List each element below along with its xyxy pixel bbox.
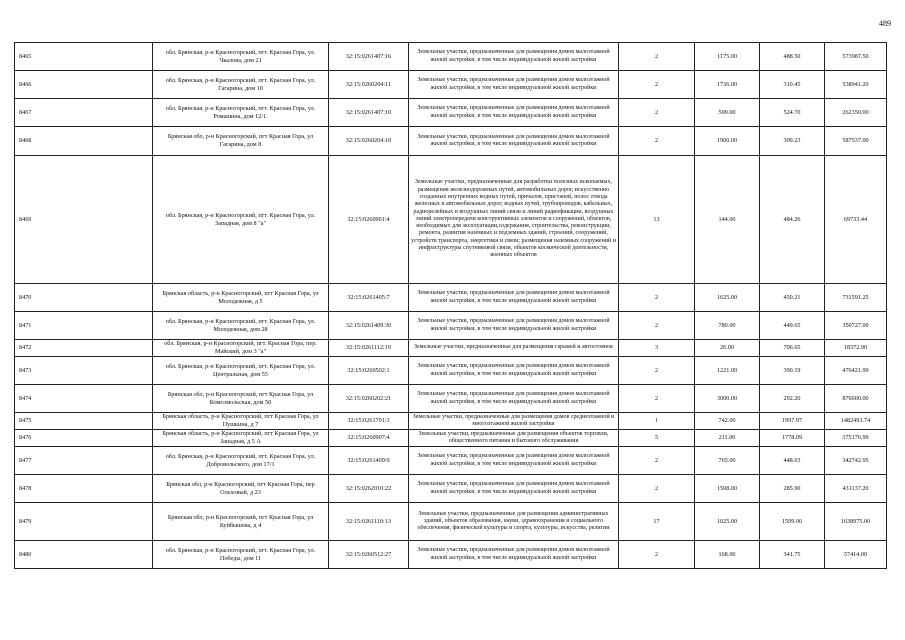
area-cell: 3000.00	[695, 385, 760, 413]
specific-value-cell: 310.45	[760, 71, 825, 99]
permitted-use-cell: Земельные участки, предназначенные для размещения домов малоэтажной жилой застройки, в том числе индивидуальной жилой застройки	[409, 447, 619, 475]
table-row	[15, 43, 887, 71]
area-cell: 1175.00	[695, 43, 760, 71]
permitted-use-cell: Земельные участки, предназначенные для размещения домов малоэтажной жилой застройки, в том числе индивидуальной жилой застройки	[409, 99, 619, 127]
group-cell: 2	[619, 284, 695, 312]
table-row	[15, 312, 887, 340]
cadastral-number-cell: 32:15:0261409:9	[329, 447, 409, 475]
permitted-use-cell: Земельные участки, предназначенные для размещения домов малоэтажной жилой застройки, в том числе индивидуальной жилой застройки	[409, 312, 619, 340]
row-number-cell: 8479	[15, 503, 153, 541]
row-number-cell: 8477	[15, 447, 153, 475]
cadastral-value-cell: 350727.00	[825, 312, 887, 340]
permitted-use-cell: Земельные участки, предназначенные для размещения домов малоэтажной жилой застройки, в том числе индивидуальной жилой застройки	[409, 357, 619, 385]
row-number-cell: 8478	[15, 475, 153, 503]
cadastral-value-cell: 375176.99	[825, 430, 887, 447]
address-cell: Брянская обл, р-н Красногорский, пгт Красная Гора, ул Куйбышева, д 4	[153, 503, 329, 541]
area-cell: 168.00	[695, 541, 760, 569]
row-number-cell: 8472	[15, 340, 153, 357]
area-cell: 1025.00	[695, 503, 760, 541]
address-cell: обл. Брянская, р-н Красногорский, пгт. Красная Гора, ул. Гагарина, дом 10	[153, 71, 329, 99]
permitted-use-cell: Земельные участки, предназначенные для размещения домов малоэтажной жилой застройки, в том числе индивидуальной жилой застройки	[409, 385, 619, 413]
cadastral-value-cell: 876600.00	[825, 385, 887, 413]
specific-value-cell: 524.70	[760, 99, 825, 127]
table-body	[15, 43, 887, 569]
row-number-cell: 8475	[15, 413, 153, 430]
group-cell: 3	[619, 340, 695, 357]
address-cell: обл. Брянская, р-н Красногорский, пгт. Красная Гора, ул. Добровольского, дом 17/1	[153, 447, 329, 475]
specific-value-cell: 341.75	[760, 541, 825, 569]
permitted-use-cell: Земельные участки, предназначенные для размещения домов малоэтажной жилой застройки, в том числе индивидуальной жилой застройки	[409, 284, 619, 312]
cadastral-value-cell: 57414.00	[825, 541, 887, 569]
cadastral-number-cell: 32:15:0261112:19	[329, 340, 409, 357]
cadastral-value-cell: 1482493.74	[825, 413, 887, 430]
specific-value-cell: 448.03	[760, 447, 825, 475]
group-cell: 2	[619, 71, 695, 99]
cadastral-value-cell: 18372.90	[825, 340, 887, 357]
table-row	[15, 503, 887, 541]
cadastral-value-cell: 69733.44	[825, 156, 887, 284]
address-cell: обл. Брянская, р-н Красногорский, пгт. Красная Гора, ул. Западная, дом 8 "а"	[153, 156, 329, 284]
table-row	[15, 99, 887, 127]
group-cell: 17	[619, 503, 695, 541]
area-cell: 1221.00	[695, 357, 760, 385]
group-cell: 5	[619, 430, 695, 447]
cadastral-number-cell: 32:15:0260512:27	[329, 541, 409, 569]
page-number: 489	[879, 19, 891, 28]
table-row	[15, 475, 887, 503]
cadastral-value-cell: 342742.95	[825, 447, 887, 475]
specific-value-cell: 450.21	[760, 284, 825, 312]
group-cell: 2	[619, 475, 695, 503]
address-cell: Брянская обл, р-н Красногорский, пгт Красная Гора, ул Гагарина, дом 8	[153, 127, 329, 156]
address-cell: обл. Брянская, р-н Красногорский, пгт. Красная Гора, ул. Чкалова, дом 21	[153, 43, 329, 71]
row-number-cell: 8470	[15, 284, 153, 312]
area-cell: 1900.00	[695, 127, 760, 156]
permitted-use-cell: Земельные участки, предназначенные для размещения домов малоэтажной жилой застройки, в том числе индивидуальной жилой застройки	[409, 71, 619, 99]
permitted-use-cell: Земельные участки, предназначенные для размещения домов среднеэтажной и многоэтажной жилой застройки	[409, 413, 619, 430]
row-number-cell: 8469	[15, 156, 153, 284]
address-cell: обл. Брянская, р-н Красногорский, пгт. Красная Гора, ул. Ромашина, дом 12/1.	[153, 99, 329, 127]
table-row	[15, 447, 887, 475]
table-row	[15, 385, 887, 413]
group-cell: 2	[619, 357, 695, 385]
address-cell: Брянская область, р-н Красногорский, пгт Красная Гора, ул Молодежная, д 5	[153, 284, 329, 312]
specific-value-cell: 449.65	[760, 312, 825, 340]
permitted-use-cell: Земельные участки, предназначенные для размещения административных зданий, объектов образования, науки, здравоохранения и социального обеспечения, физической культуры и спорта, культуры, искусства, религии	[409, 503, 619, 541]
address-cell: Брянская область, р-н Красногорский, пгт Красная Гора, ул Пушкина, д 7	[153, 413, 329, 430]
area-cell: 211.00	[695, 430, 760, 447]
cadastral-value-cell: 1638975.00	[825, 503, 887, 541]
specific-value-cell: 1599.00	[760, 503, 825, 541]
cadastral-number-cell: 32:15:0260204:11	[329, 71, 409, 99]
area-cell: 26.00	[695, 340, 760, 357]
specific-value-cell: 390.19	[760, 357, 825, 385]
table-row	[15, 340, 887, 357]
area-cell: 765.00	[695, 447, 760, 475]
cadastral-value-cell: 573987.50	[825, 43, 887, 71]
cadastral-number-cell: 32:15:0262010:22	[329, 475, 409, 503]
specific-value-cell: 484.26	[760, 156, 825, 284]
permitted-use-cell: Земельные участки, предназначенные для размещения домов малоэтажной жилой застройки, в том числе индивидуальной жилой застройки	[409, 541, 619, 569]
cadastral-number-cell: 32:15:0261701:3	[329, 413, 409, 430]
address-cell: обл. Брянская, р-н Красногорский, пгт. Красная Гора, ул. Центральная, дом 55	[153, 357, 329, 385]
permitted-use-cell: Земельные участки, предназначенные для размещения домов малоэтажной жилой застройки, в том числе индивидуальной жилой застройки	[409, 43, 619, 71]
address-cell: Брянская обл, р-н Красногорский, пгт Красная Гора, ул Комсомольская, дом 50	[153, 385, 329, 413]
row-number-cell: 8471	[15, 312, 153, 340]
permitted-use-cell: Земельные участки, предназначенные для разработки полезных ископаемых, размещения железнодорожных путей, автомобильных дорог, искусственно созданных внутренних водных путей, причалов, пристаней, полос отвода железных и автомобильных дорог, водных путей, трубопроводов, кабельных, радиорелейных и воздушных линий связи и линий радиофикации, воздушных линий электропередачи конструктивных элементов и сооружений, объектов, необходимых для эксплуатации,содержания, строительства, реконструкции, ремонта, развития наземных и подземных зданий, строений, сооружений, устройств транспорта, энергетики и связи; размещения наземных сооружений и инфраструктуры спутниковой связи, объектов космической деятельности, военных объектов	[409, 156, 619, 284]
table-row	[15, 357, 887, 385]
table-row	[15, 284, 887, 312]
specific-value-cell: 292.20	[760, 385, 825, 413]
table-row	[15, 541, 887, 569]
area-cell: 780.00	[695, 312, 760, 340]
address-cell: обл. Брянская, р-н Красногорский, пгт. Красная Гора, ул. Молодежная, дом 28	[153, 312, 329, 340]
row-number-cell: 8466	[15, 71, 153, 99]
cadastral-value-cell: 731591.25	[825, 284, 887, 312]
area-cell: 1736.00	[695, 71, 760, 99]
specific-value-cell: 309.23	[760, 127, 825, 156]
cadastral-number-cell: 32:15:0261409:30	[329, 312, 409, 340]
cadastral-number-cell: 32:15:0260901:4	[329, 156, 409, 284]
group-cell: 2	[619, 99, 695, 127]
cadastral-number-cell: 32:15:0261407:16	[329, 43, 409, 71]
cadastral-number-cell: 32:15:0261405:7	[329, 284, 409, 312]
row-number-cell: 8467	[15, 99, 153, 127]
cadastral-value-cell: 476421.99	[825, 357, 887, 385]
area-cell: 500.00	[695, 99, 760, 127]
group-cell: 2	[619, 312, 695, 340]
area-cell: 144.00	[695, 156, 760, 284]
address-cell: обл. Брянская, р-н Красногорский, пгт. Красная Гора, ул. Победы, дом 11	[153, 541, 329, 569]
specific-value-cell: 1778.09	[760, 430, 825, 447]
group-cell: 1	[619, 413, 695, 430]
table-row	[15, 156, 887, 284]
address-cell: Брянская обл, р-н Красногорский, пгт Красная Гора, пер Ольховый, д 23	[153, 475, 329, 503]
row-number-cell: 8480	[15, 541, 153, 569]
specific-value-cell: 1997.97	[760, 413, 825, 430]
specific-value-cell: 488.50	[760, 43, 825, 71]
row-number-cell: 8468	[15, 127, 153, 156]
row-number-cell: 8473	[15, 357, 153, 385]
permitted-use-cell: Земельные участки, предназначенные для размещения гаражей и автостоянок	[409, 340, 619, 357]
cadastral-value-table	[14, 42, 887, 569]
area-cell: 1508.00	[695, 475, 760, 503]
area-cell: 1625.00	[695, 284, 760, 312]
group-cell: 2	[619, 385, 695, 413]
address-cell: Брянская область, р-н Красногорский, пгт Красная Гора, ул Западная, д 5 А	[153, 430, 329, 447]
permitted-use-cell: Земельные участки, предназначенные для размещения объектов торговли, общественного питания и бытового обслуживания	[409, 430, 619, 447]
cadastral-value-cell: 587537.00	[825, 127, 887, 156]
specific-value-cell: 285.90	[760, 475, 825, 503]
table-row	[15, 430, 887, 447]
group-cell: 2	[619, 541, 695, 569]
cadastral-value-cell: 538941.20	[825, 71, 887, 99]
cadastral-number-cell: 32:15:0261407:10	[329, 99, 409, 127]
cadastral-value-cell: 431137.20	[825, 475, 887, 503]
area-cell: 742.00	[695, 413, 760, 430]
table-row	[15, 127, 887, 156]
group-cell: 2	[619, 127, 695, 156]
cadastral-number-cell: 32:15:0260204:10	[329, 127, 409, 156]
cadastral-number-cell: 32:15:0260907:4	[329, 430, 409, 447]
specific-value-cell: 706.65	[760, 340, 825, 357]
row-number-cell: 8474	[15, 385, 153, 413]
cadastral-number-cell: 32:15:0260502:1	[329, 357, 409, 385]
permitted-use-cell: Земельные участки, предназначенные для размещения домов малоэтажной жилой застройки, в том числе индивидуальной жилой застройки	[409, 127, 619, 156]
group-cell: 2	[619, 447, 695, 475]
cadastral-number-cell: 32:15:0261110:13	[329, 503, 409, 541]
group-cell: 13	[619, 156, 695, 284]
cadastral-value-cell: 262350.00	[825, 99, 887, 127]
address-cell: обл. Брянская, р-н Красногорский, пгт. Красная Гора, пер. Майский, дом 3 "а"	[153, 340, 329, 357]
table-row	[15, 413, 887, 430]
row-number-cell: 8476	[15, 430, 153, 447]
permitted-use-cell: Земельные участки, предназначенные для размещения домов малоэтажной жилой застройки, в том числе индивидуальной жилой застройки	[409, 475, 619, 503]
row-number-cell: 8465	[15, 43, 153, 71]
cadastral-number-cell: 32:15:0260202:21	[329, 385, 409, 413]
group-cell: 2	[619, 43, 695, 71]
table-row	[15, 71, 887, 99]
